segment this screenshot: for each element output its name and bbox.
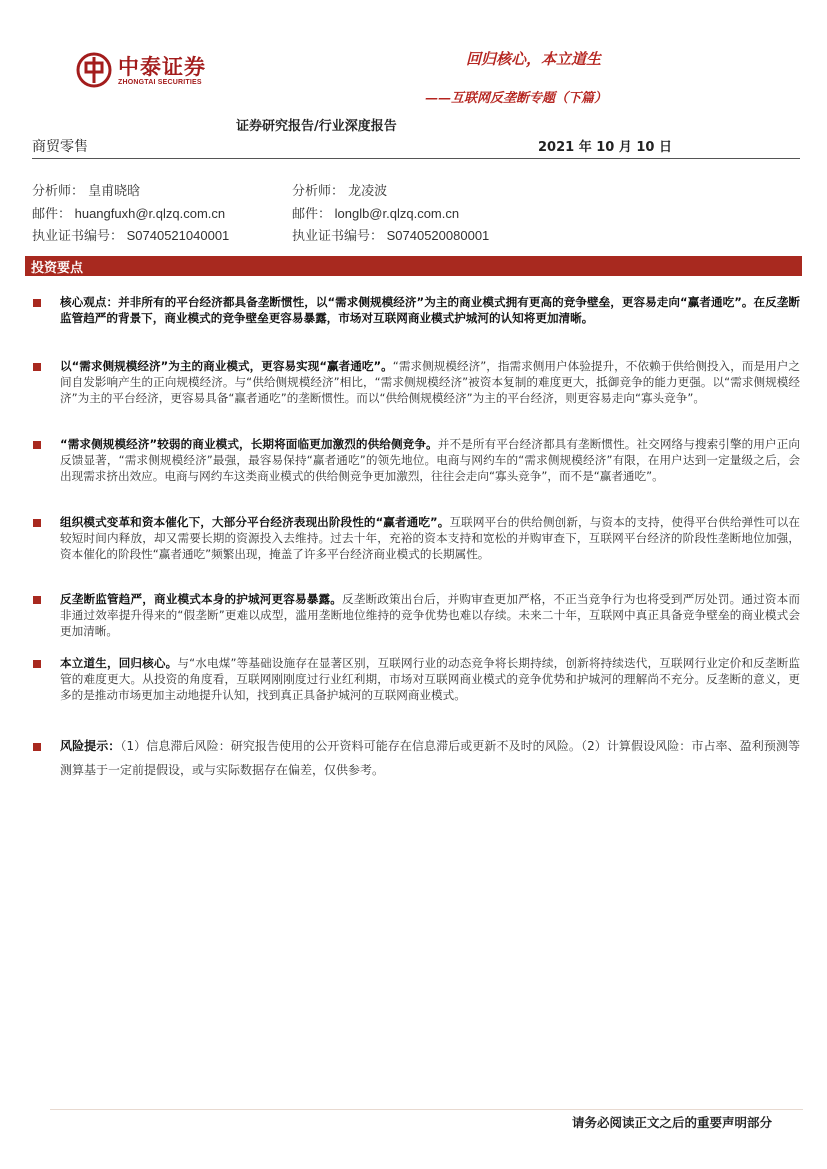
bullet-body: “需求侧规模经济”，指需求侧用户体验提升，不依赖于供给侧投入，而是用户之间自发影响产生的正向规模经济。与“供给侧规模经济”相比，“需求侧规模经济”被资本复制的难度更大，抵御竞争的能力更强。以“需求侧规模经济”为主的平台经济，更容易具备“赢者通吃”的垄断惯性。而以“供给侧规模经济”为主的平台经济，则更容易走向“寡头竞争”。: [60, 359, 801, 405]
report-type: 证券研究报告/行业深度报告: [236, 119, 397, 134]
bullet-lead: 本立道生，回归核心。: [60, 656, 178, 670]
bullet-square-icon: [33, 743, 41, 751]
analyst-cert: 执业证书编号： S0740520080001: [292, 228, 490, 243]
bullet-body: 互联网平台的供给侧创新，与资本的支持，使得平台供给弹性可以在较短时间内释放，却又需要长期的资源投入去维持。过去十年，充裕的资本支持和宽松的并购审查下，互联网平台经济的阶段性垄断地位加强，资本催化的阶段性“赢者通吃”频繁出现，掩盖了许多平台经济商业模式的长期属性。: [60, 515, 800, 561]
bullet-square-icon: [33, 441, 41, 449]
risk-body: （1）信息滞后风险：研究报告使用的公开资料可能存在信息滞后或更新不及时的风险。（2）计算假设风险：市占率、盈利预测等测算基于一定前提假设，或与实际数据存在偏差，仅供参考。: [60, 739, 800, 777]
report-date: 2021 年 10 月 10 日: [538, 140, 672, 155]
bullet-lead: “需求侧规模经济”较弱的商业模式，长期将面临更加激烈的供给侧竞争。: [60, 437, 438, 451]
zhongtai-logo-icon: [76, 52, 112, 88]
bullet-square-icon: [33, 363, 41, 371]
bullet-square-icon: [33, 299, 41, 307]
bullet-body: 与“水电煤”等基础设施存在显著区别，互联网行业的动态竞争将长期持续，创新将持续迭代，互联网行业定价和反垄断监管的难度更大。从投资的角度看，互联网刚刚度过行业红利期，市场对互联网商业模式的竞争优势和护城河的理解尚不充分。反垄断的意义，更多的是推动市场更加主动地提升认知，找到真正具备护城河的互联网商业模式。: [60, 656, 800, 702]
bullet-lead: 核心观点：并非所有的平台经济都具备垄断惯性，以“需求侧规模经济”为主的商业模式拥有更高的竞争壁垒，更容易走向“赢者通吃”。在反垄断监管趋严的背景下，商业模式的竞争壁垒更容易暴露，市场对互联网商业模式护城河的认知将更加清晰。: [60, 295, 800, 325]
footer-disclaimer: 请务必阅读正文之后的重要声明部分: [571, 1115, 772, 1130]
bullet-body: 反垄断政策出台后，并购审查更加严格，不正当竞争行为也将受到严厉处罚。通过资本而非通过效率提升得来的“假垄断”更难以成型，滥用垄断地位维持的竞争优势也难以存续。未来二十年，互联网中真正具备竞争壁垒的商业模式会更加清晰。: [60, 592, 800, 638]
bullet-lead: 以“需求侧规模经济”为主的商业模式，更容易实现“赢者通吃”。: [60, 359, 393, 373]
bullet-body: 并不是所有平台经济都具有垄断惯性。社交网络与搜索引擎的用户正向反馈显著，“需求侧规模经济”最强，最容易保持“赢者通吃”的领先地位。电商与网约车的“需求侧规模经济”有限，在用户达到一定量级之后，会出现需求挤出效应。电商与网约车这类商业模式的供给侧竞争更加激烈，往往会走向“寡头竞争”，而不是“赢者通吃”。: [60, 437, 800, 483]
report-subtitle: ——互联网反垄断专题（下篇）: [424, 91, 607, 106]
analyst-name: 分析师： 龙凌波: [292, 184, 388, 199]
analyst-email: 邮件： longlb@r.qlzq.com.cn: [292, 206, 460, 221]
section-title: 投资要点: [31, 261, 84, 276]
analyst-block-1: [32, 181, 229, 247]
footer-divider: [50, 1109, 803, 1110]
analyst-cert: 执业证书编号： S0740521040001: [32, 228, 230, 243]
logo-english-name: ZHONGTAI SECURITIES: [118, 78, 202, 86]
bullet-text: [60, 514, 800, 562]
bullet-square-icon: [33, 660, 41, 668]
header-divider: [32, 158, 800, 159]
analyst-email: 邮件： huangfuxh@r.qlzq.com.cn: [32, 206, 226, 221]
bullet-lead: 组织模式变革和资本催化下，大部分平台经济表现出阶段性的“赢者通吃”。: [60, 515, 450, 529]
bullet-text: [60, 358, 800, 406]
analyst-block-2: [292, 181, 489, 247]
risk-lead: 风险提示：: [60, 739, 121, 753]
bullet-text: [60, 436, 800, 484]
section-header-bar: [25, 256, 802, 276]
bullet-square-icon: [33, 596, 41, 604]
bullet-text: [60, 294, 800, 326]
analyst-name: 分析师： 皇甫晓晗: [32, 184, 141, 199]
industry-label: 商贸零售: [32, 139, 88, 155]
logo-chinese-name: 中泰证券: [118, 54, 206, 79]
company-logo: [76, 52, 206, 88]
report-title: 回归核心，本立道生: [465, 50, 601, 68]
bullet-square-icon: [33, 519, 41, 527]
bullet-lead: 反垄断监管趋严，商业模式本身的护城河更容易暴露。: [60, 592, 342, 606]
risk-text: [60, 734, 800, 782]
bullet-text: [60, 591, 800, 639]
bullet-text: [60, 655, 800, 703]
